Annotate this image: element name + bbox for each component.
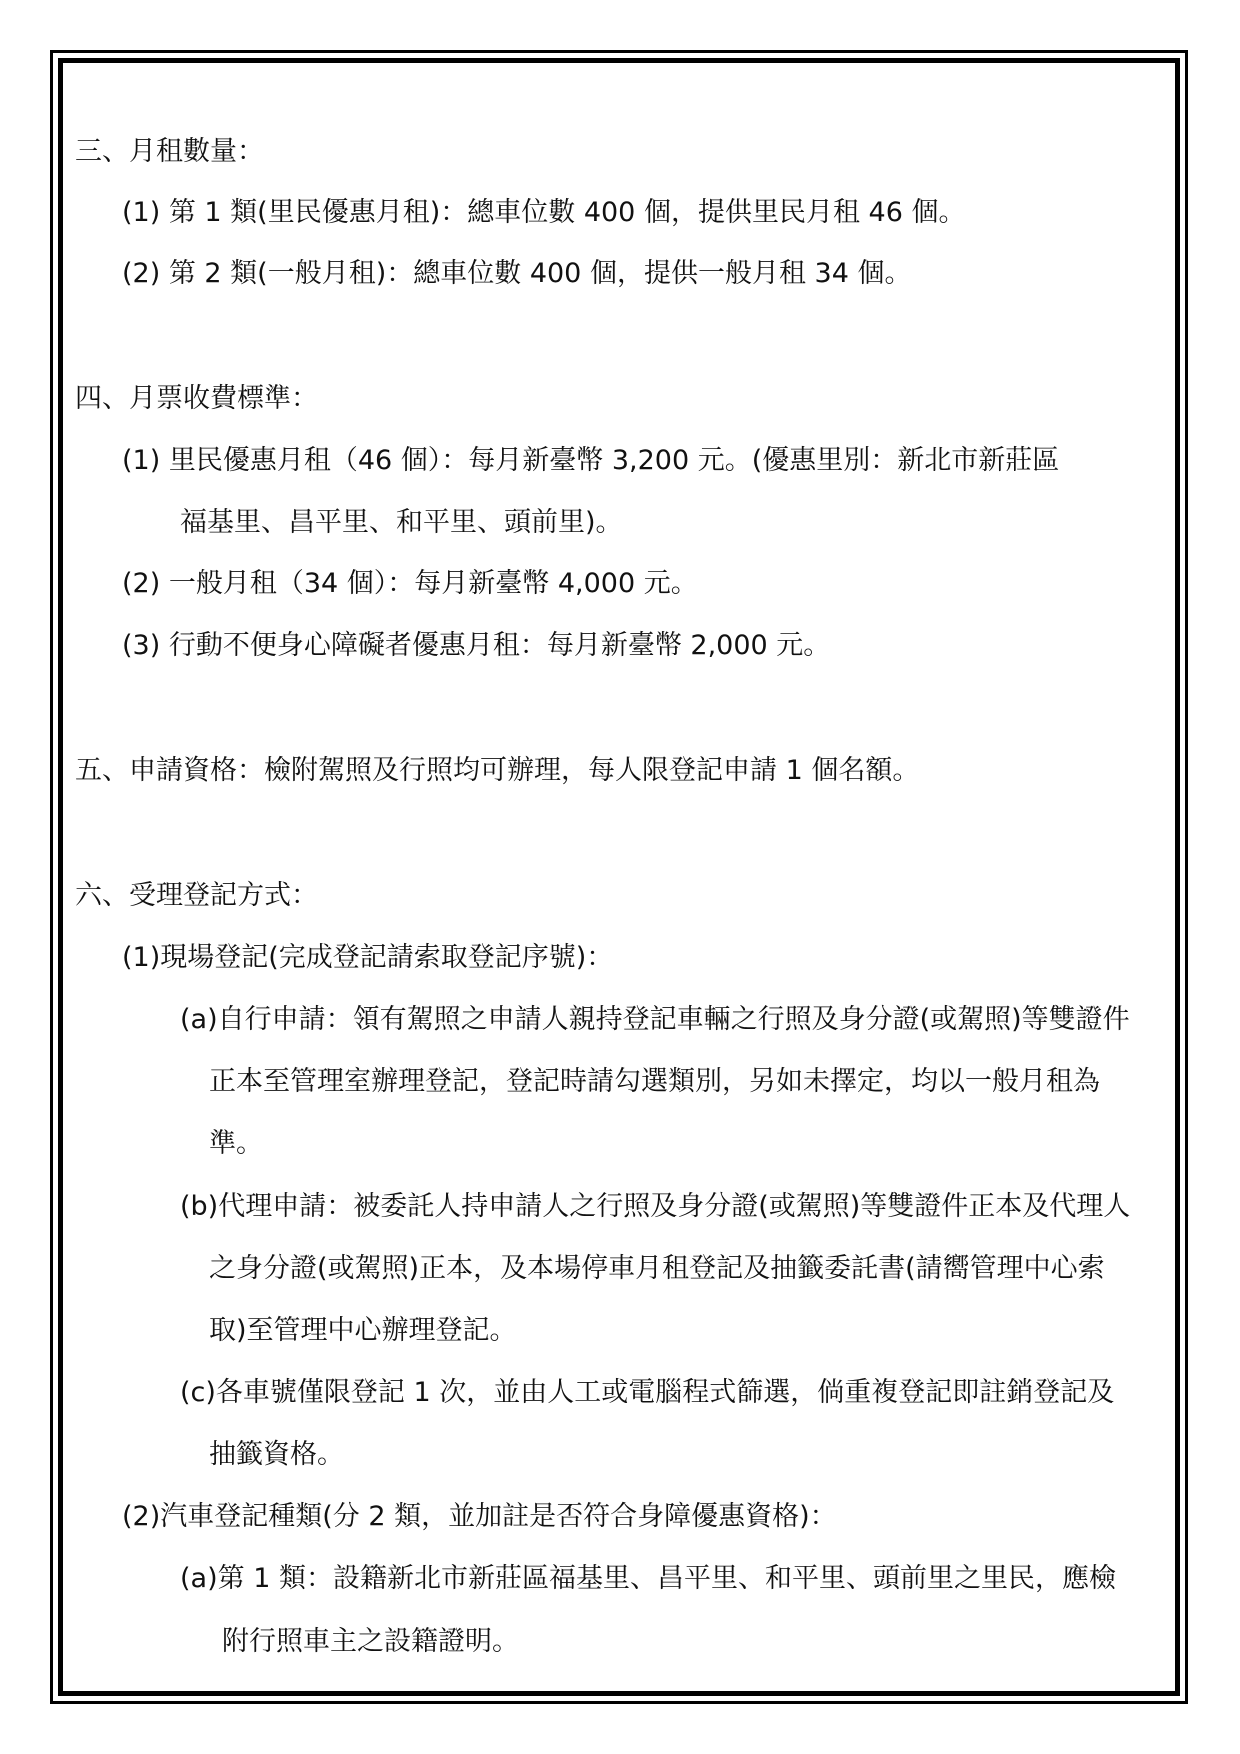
list-item: (1)現場登記(完成登記請索取登記序號)： [122,942,614,973]
list-item: (2) 一般月租（34 個）：每月新臺幣 4,000 元。 [122,568,698,599]
list-item-continuation: 福基里、昌平里、和平里、頭前里)。 [180,507,623,538]
list-item: (1) 里民優惠月租（46 個）：每月新臺幣 3,200 元。(優惠里別：新北市新莊區 [122,445,1060,476]
section-heading: 四、月票收費標準： [75,383,318,414]
list-item: (1) 第 1 類(里民優惠月租)：總車位數 400 個，提供里民月租 46 個。 [122,197,966,228]
sub-list-item: (a)第 1 類：設籍新北市新莊區福基里、昌平里、和平里、頭前里之里民，應檢 [180,1563,1116,1594]
section-heading: 六、受理登記方式： [75,880,318,911]
list-item: (3) 行動不便身心障礙者優惠月租：每月新臺幣 2,000 元。 [122,630,831,661]
sub-list-item-continuation: 附行照車主之設籍證明。 [222,1626,519,1657]
sub-list-item-continuation: 抽籤資格。 [209,1439,344,1470]
section-heading: 三、月租數量： [75,136,264,167]
sub-list-item-continuation: 之身分證(或駕照)正本，及本場停車月租登記及抽籤委託書(請嚮管理中心索 [209,1253,1105,1284]
sub-list-item: (c)各車號僅限登記 1 次，並由人工或電腦程式篩選，倘重複登記即註銷登記及 [180,1377,1115,1408]
list-item: (2)汽車登記種類(分 2 類，並加註是否符合身障優惠資格)： [122,1501,837,1532]
sub-list-item-continuation: 取)至管理中心辦理登記。 [209,1315,517,1346]
list-item: (2) 第 2 類(一般月租)：總車位數 400 個，提供一般月租 34 個。 [122,258,912,289]
sub-list-item-continuation: 準。 [209,1128,263,1159]
sub-list-item-continuation: 正本至管理室辦理登記，登記時請勾選類別，另如未擇定，均以一般月租為 [209,1066,1100,1097]
sub-list-item: (a)自行申請：領有駕照之申請人親持登記車輛之行照及身分證(或駕照)等雙證件 [180,1004,1130,1035]
section-heading: 五、申請資格：檢附駕照及行照均可辦理，每人限登記申請 1 個名額。 [75,755,920,786]
sub-list-item: (b)代理申請：被委託人持申請人之行照及身分證(或駕照)等雙證件正本及代理人 [180,1191,1131,1222]
